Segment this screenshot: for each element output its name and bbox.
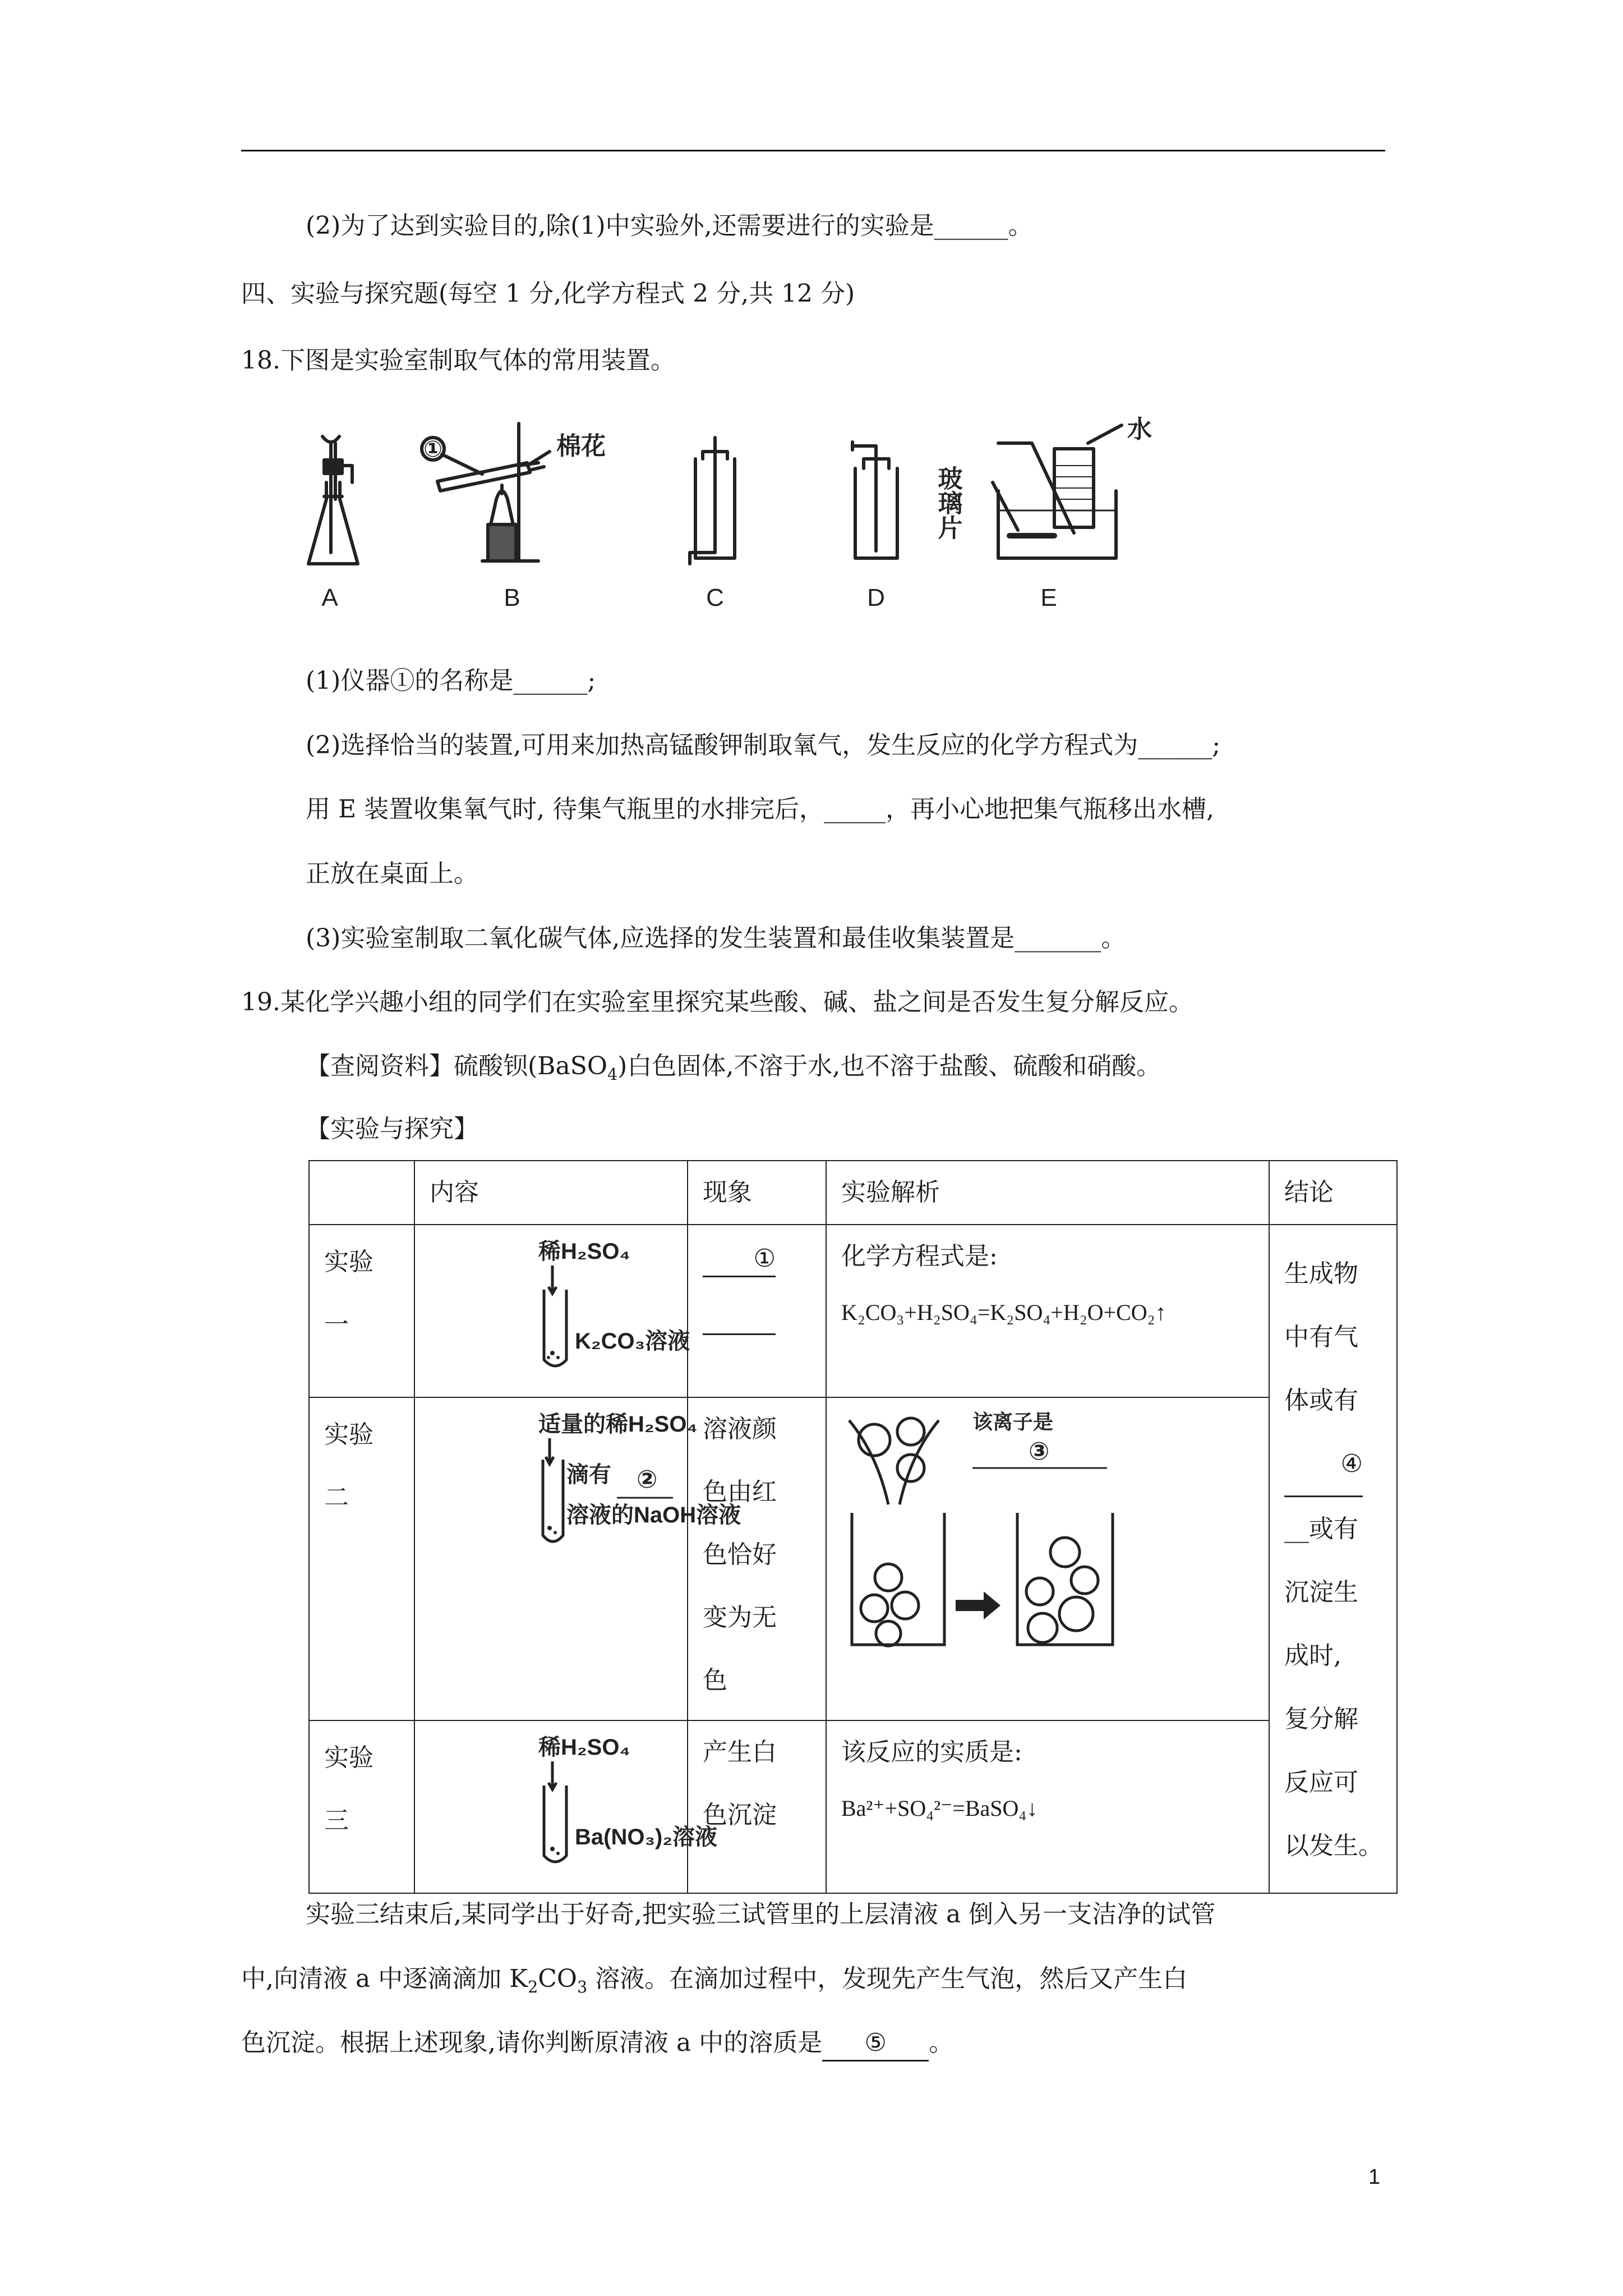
ion-label: 该离子是 [972,1410,1054,1433]
row3-phenomenon: 产生白 色沉淀 [688,1720,826,1893]
equation-1: K₂CO₃+H₂SO₄=K₂SO₄+H₂O+CO₂↑ [841,1300,1166,1325]
row3-analysis [826,1720,1269,1893]
blank-two: ② [637,1466,658,1493]
label-cotton: 棉花 [556,432,606,460]
after-line1: 实验三结束后,某同学出于好奇,把实验三试管里的上层清液 a 倒入另一支洁净的试管 [306,1900,1216,1929]
row1-phenomenon: ① [688,1225,826,1397]
row2-analysis [826,1397,1269,1720]
section-title: 四、实验与探究题(每空 1 分,化学方程式 2 分,共 12 分) [241,279,855,308]
apparatus-d [852,442,897,558]
label-c: C [706,584,724,611]
reagent-tube: Ba(NO₃)₂溶液 [575,1825,718,1849]
q18-stem: 18.下图是实验室制取气体的常用装置。 [241,346,675,375]
table-row [309,1720,1397,1893]
q18-part2-line1: (2)选择恰当的装置,可用来加热高锰酸钾制取氧气，发生反应的化学方程式为______; [306,731,1221,760]
header-empty [309,1161,414,1225]
apparatus-figure [303,416,1178,623]
q18-part1: (1)仪器①的名称是______; [306,666,596,695]
header-analysis: 实验解析 [826,1161,1269,1225]
label-a: A [321,584,338,611]
row3-content [414,1720,718,1893]
blank-five: ⑤ [822,2026,929,2062]
q17-part2: (2)为了达到实验目的,除(1)中实验外,还需要进行的实验是______。 [306,211,1033,240]
q18-part2-line2: 用 E 装置收集氧气时, 待集气瓶里的水排完后，_____，再小心地把集气瓶移出水槽, [306,795,1215,823]
ion-diagram [827,1398,1264,1712]
tube-diagram-1 [415,1225,690,1393]
after-line2: 中,向清液 a 中逐滴滴加 $K_2CO_3$ 溶液。在滴加过程中，发现先产生气泡，然后又产生白 [241,1964,1188,1996]
info-text-b: )白色固体,不溶于水,也不溶于盐酸、硫酸和硝酸。 [617,1052,1161,1080]
after-line3: 色沉淀。根据上述现象,请你判断原清液 a 中的溶质是 ⑤ 。 [241,2026,953,2062]
analysis-label: 该反应的实质是: [841,1738,1022,1766]
row1-analysis [826,1225,1269,1397]
label-d: D [867,584,885,611]
tube-diagram-3 [415,1721,718,1889]
apparatus-c [690,438,735,564]
q19-info [306,1050,1161,1091]
table-row [309,1397,1397,1720]
label-glass-plate: 玻璃片 [934,466,962,540]
q18-part3: (3)实验室制取二氧化碳气体,应选择的发生装置和最佳收集装置是_______。 [306,924,1126,953]
row3-name: 实验 三 [309,1720,414,1893]
experiment-table [308,1160,1398,1894]
label-b: B [504,584,520,611]
header-conclusion: 结论 [1269,1161,1397,1225]
row1-name: 实验 一 [309,1225,414,1397]
label-water: 水 [1127,416,1152,443]
header-phenomenon: 现象 [688,1161,826,1225]
reagent-tube-1: 滴有 [566,1462,611,1487]
circle-one: ① [423,437,442,462]
reagent-top: 适量的稀H₂SO₄ [538,1412,698,1437]
apparatus-a [308,436,358,564]
conclusion-cell: 生成物 中有气 体或有 ④ __或有 沉淀生 成时, 复分解 反应可 以发生。 [1269,1225,1397,1893]
header-content: 内容 [414,1161,688,1225]
row2-phenomenon: 溶液颜 色由红 色恰好 变为无 色 [688,1397,826,1720]
reagent-top: 稀H₂SO₄ [538,1735,630,1760]
reagent-tube-2: 溶液的NaOH溶液 [566,1503,741,1527]
q19-stem: 19.某化学兴趣小组的同学们在实验室里探究某些酸、碱、盐之间是否发生复分解反应。 [241,988,1193,1016]
blank-three: ③ [1029,1438,1050,1465]
equation-3: Ba²⁺+SO₄²⁻=BaSO₄↓ [841,1796,1038,1821]
table-header-row [309,1161,1397,1225]
page-number: 1 [1368,2165,1381,2189]
info-text-a: 硫酸钡(BaSO [454,1052,607,1080]
row1-content [414,1225,688,1397]
table-row [309,1225,1397,1397]
label-e: E [1040,584,1057,611]
info-sub: 4 [607,1064,618,1084]
header-rule [241,150,1385,151]
analysis-label: 化学方程式是: [841,1242,998,1271]
row2-name: 实验 二 [309,1397,414,1720]
apparatus-e [993,425,1122,558]
reagent-top: 稀H₂SO₄ [538,1239,630,1264]
reagent-tube: K₂CO₃溶液 [575,1329,690,1354]
explore-heading: 【实验与探究】 [306,1115,478,1143]
q18-part2-line3: 正放在桌面上。 [306,859,478,888]
info-heading: 【查阅资料】 [306,1052,454,1080]
